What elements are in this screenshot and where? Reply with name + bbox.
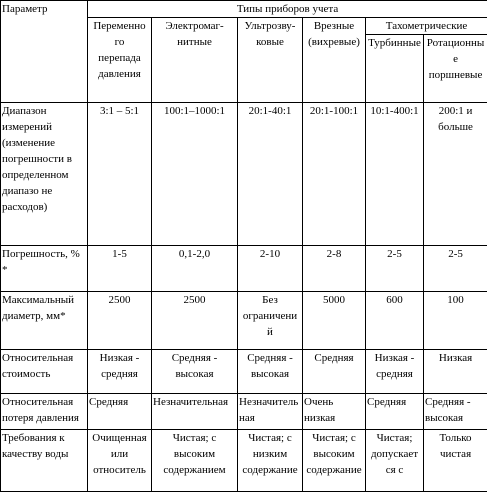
table-row-range (1, 103, 487, 246)
table-cell: Низкая (424, 350, 487, 394)
table-cell: Средняя (88, 394, 152, 430)
types-header: Типы приборов учета (88, 1, 487, 18)
table-cell: 100 (424, 292, 487, 350)
table-cell: Чистая; с высоким содержанием (152, 430, 238, 492)
table-cell: Чистая; с высоким содержание (303, 430, 366, 492)
table-cell: Незначитель ная (238, 394, 303, 430)
row-label: Диапазон измерений (изменение погрешности в определенном диапазо не расходов) (1, 103, 88, 246)
table-cell: 2500 (88, 292, 152, 350)
col-header-vortex: Врезные (вихревые) (303, 18, 366, 103)
col-header-electromagnetic: Электромаг- нитные (152, 18, 238, 103)
table-cell: Только чистая (424, 430, 487, 492)
table-cell: 2-5 (424, 246, 487, 292)
table-cell: 100:1–1000:1 (152, 103, 238, 246)
table-cell: Средняя (303, 350, 366, 394)
table-cell: Незначительная (152, 394, 238, 430)
col-header-rotary: Ротационны е поршневые (424, 35, 487, 103)
table-cell: 1-5 (88, 246, 152, 292)
tachometric-header: Тахометрические (366, 18, 487, 35)
table-cell: Низкая - средняя (88, 350, 152, 394)
table-cell: 3:1 – 5:1 (88, 103, 152, 246)
table-cell: Средняя - высокая (152, 350, 238, 394)
table-cell: 0,1-2,0 (152, 246, 238, 292)
col-header-turbine: Турбинные (366, 35, 424, 103)
table-cell: Низкая - средняя (366, 350, 424, 394)
table-cell: Средняя - высокая (424, 394, 487, 430)
table-cell: 20:1-40:1 (238, 103, 303, 246)
row-label: Относительная стоимость (1, 350, 88, 394)
table-cell: Без ограничени й (238, 292, 303, 350)
table-cell: 2-5 (366, 246, 424, 292)
table-cell: 2500 (152, 292, 238, 350)
row-label: Требования к качеству воды (1, 430, 88, 492)
col-header-variable-pressure: Переменно го перепада давления (88, 18, 152, 103)
table-cell: 10:1-400:1 (366, 103, 424, 246)
table-cell: Средняя (366, 394, 424, 430)
table-cell: 5000 (303, 292, 366, 350)
table-cell: 2-8 (303, 246, 366, 292)
param-header: Параметр (1, 1, 88, 103)
table-row-pressure-loss (1, 394, 487, 430)
table-row-diameter (1, 292, 487, 350)
table-cell: Чистая; допускает ся с (366, 430, 424, 492)
table-cell: 20:1-100:1 (303, 103, 366, 246)
table-cell: 2-10 (238, 246, 303, 292)
table-row-water-quality (1, 430, 487, 492)
row-label: Максимальный диаметр, мм* (1, 292, 88, 350)
header-row-1 (1, 1, 487, 18)
table-cell: 200:1 и больше (424, 103, 487, 246)
table-row-error (1, 246, 487, 292)
table-cell: Чистая; с низким содержание (238, 430, 303, 492)
row-label: Относительная потеря давления (1, 394, 88, 430)
table-cell: Очищенная или относитель (88, 430, 152, 492)
col-header-ultrasonic: Ультрозву- ковые (238, 18, 303, 103)
table-cell: Средняя - высокая (238, 350, 303, 394)
table-cell: 600 (366, 292, 424, 350)
row-label: Погрешность, % * (1, 246, 88, 292)
table-cell: Очень низкая (303, 394, 366, 430)
table-row-cost (1, 350, 487, 394)
